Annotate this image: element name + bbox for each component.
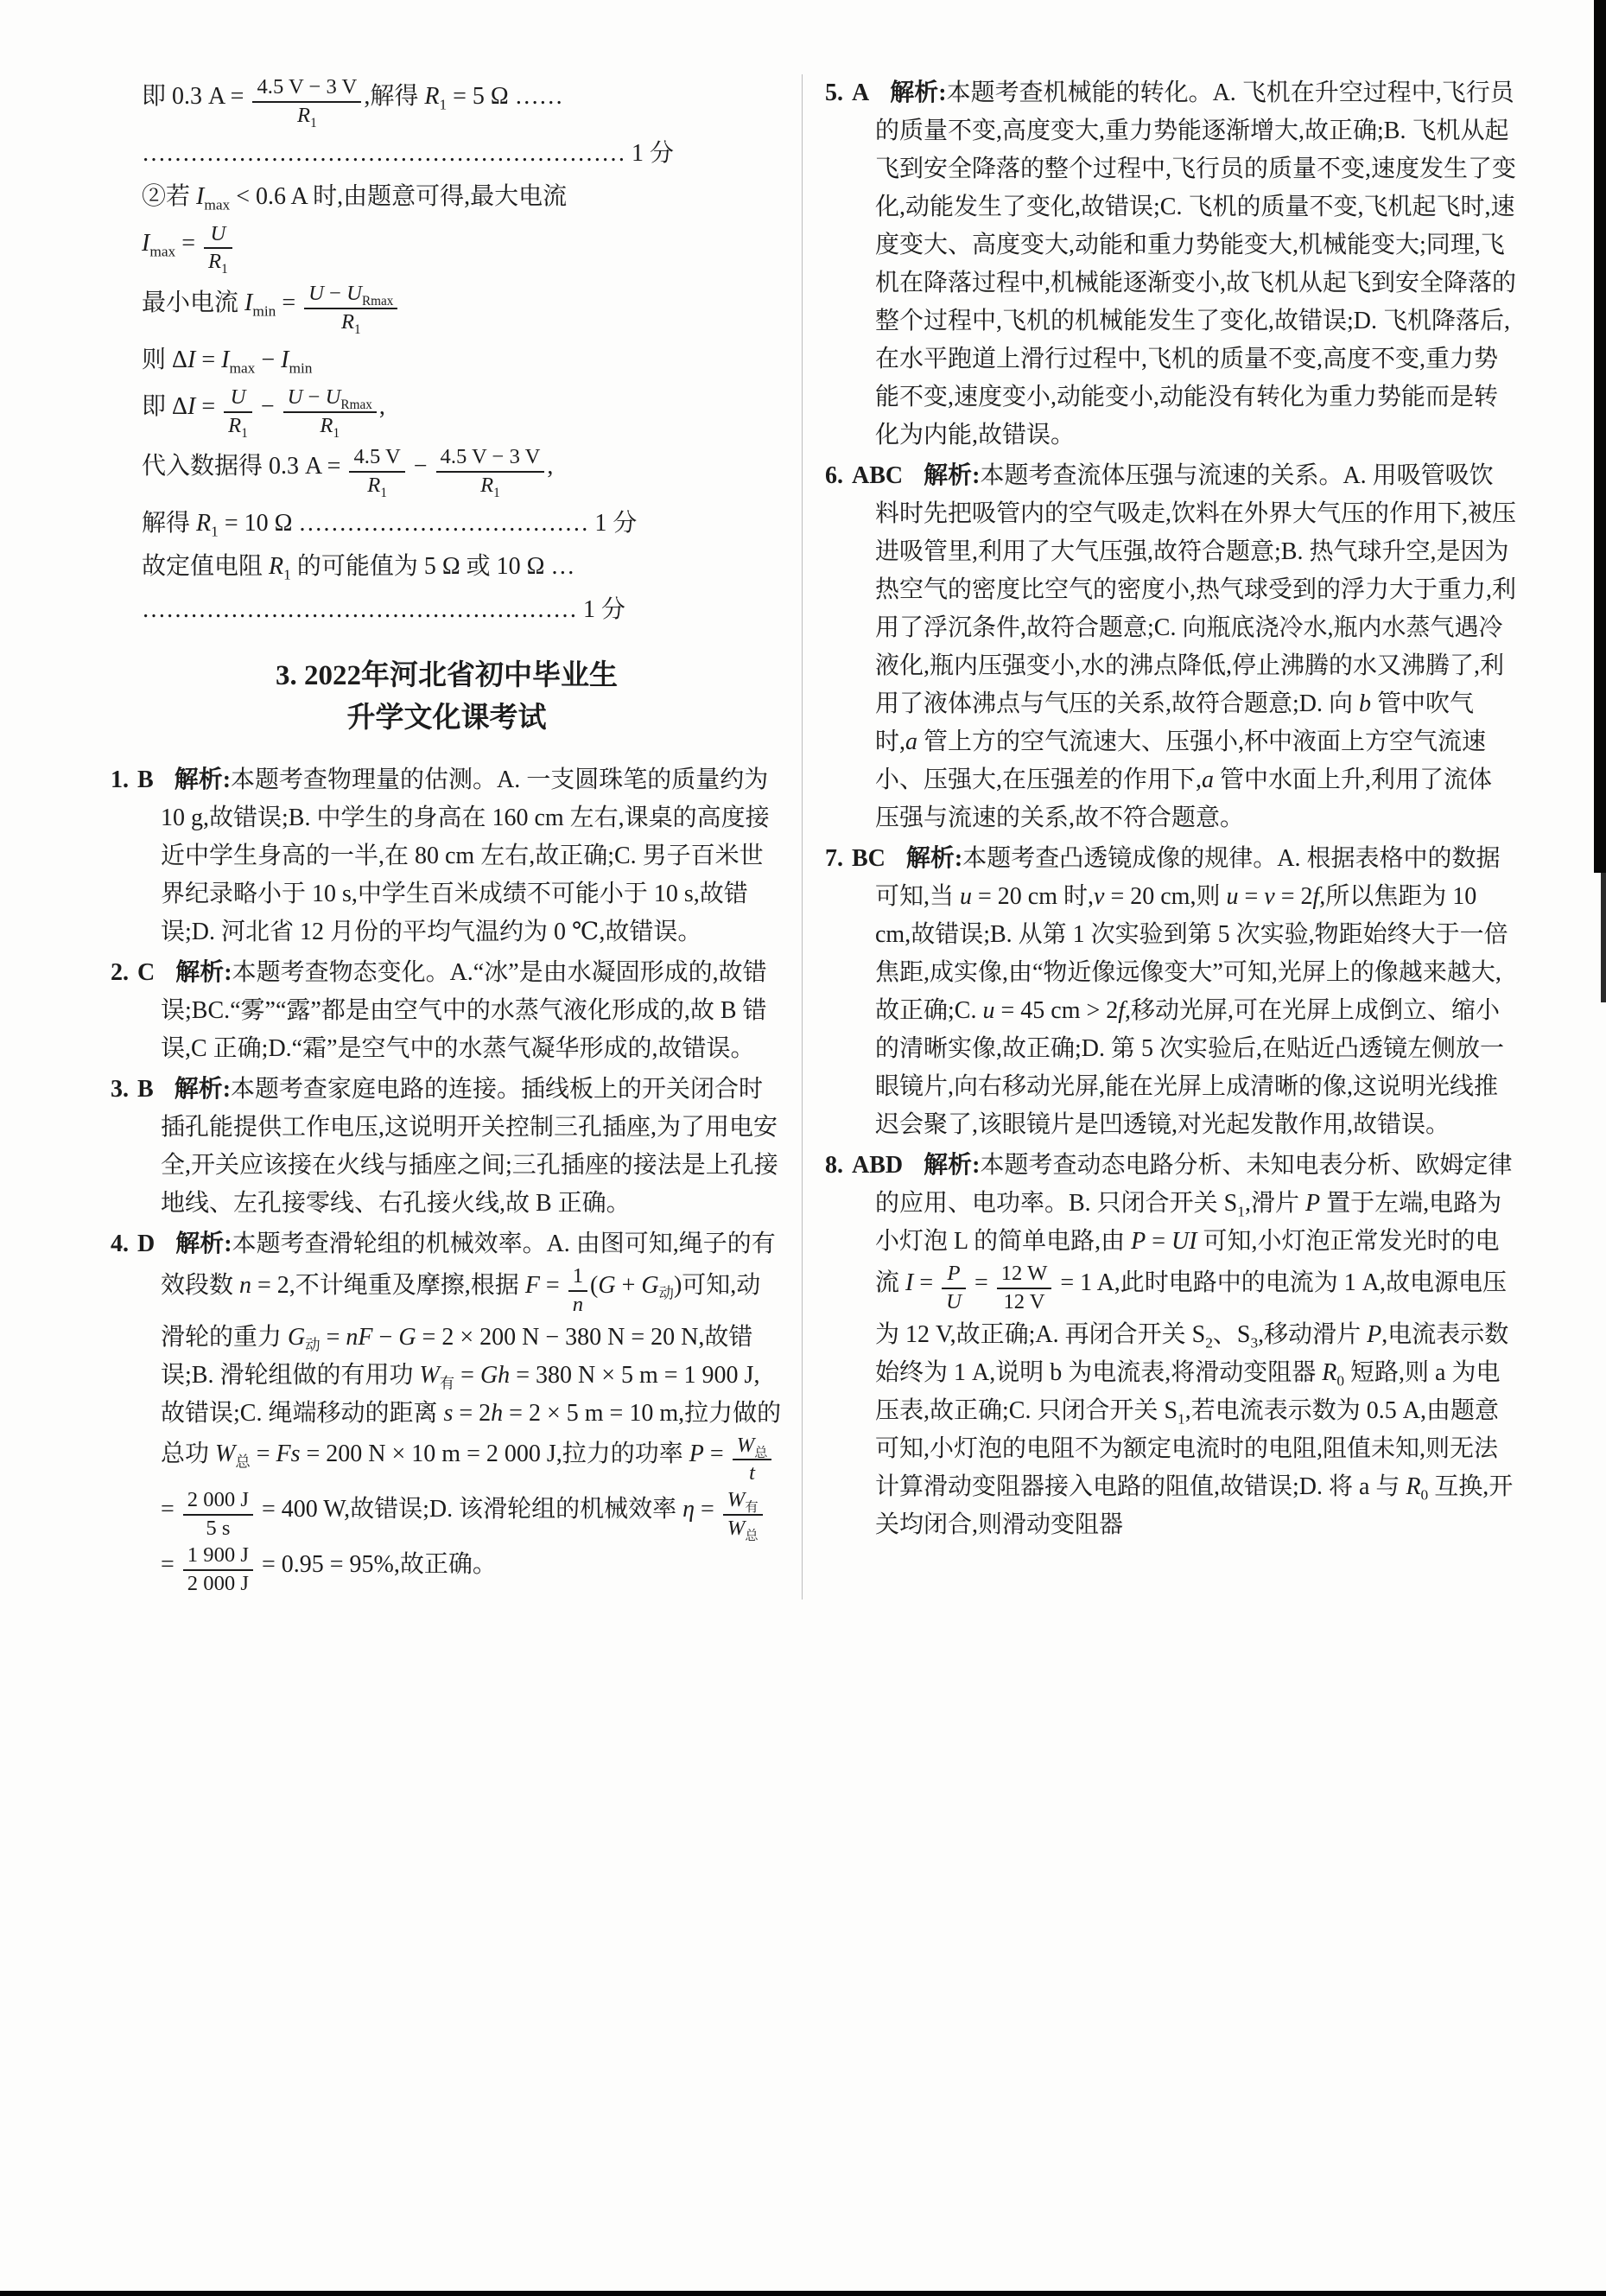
right-column <box>825 74 1516 1600</box>
solution-line: 解得 $R_1 = 10$ Ω ……………………………… 1 分 <box>142 509 638 540</box>
right-answer-list <box>825 74 1516 1544</box>
analysis-label: 解析: <box>175 958 232 986</box>
item-number: 6. <box>825 462 843 489</box>
item-number: 3. <box>111 1075 129 1103</box>
fraction: $\frac{U - U_{Rmax}}{R_1}$ <box>283 385 377 440</box>
fraction: $\frac{W_总}{t}$ <box>733 1433 772 1488</box>
item-analysis-text: 本题考查机械能的转化。A. 飞机在升空过程中,飞行员的质量不变,高度变大,重力势能逐渐增大,故正确;B. 飞机从起飞到安全降落的整个过程中,飞行员的质量不变,速度发生了变化,动能发生了变化,故错误;C. 飞机的质量不变,飞机起飞时,速度变大、高度变大,动能和重力势能变大,机械能变大;同理,飞机在降落过程中,机械能逐渐变小,故飞机从起飞到安全降落的整个过程中,飞机的机械能发生了变化,故错误;D. 飞机降落后,在水平跑道上滑行过程中,飞机的质量不变,高度不变,重力势能不变,速度变小,动能变小,动能没有转化为重力势能而是转化为内能,故错误。 <box>875 80 1517 448</box>
scan-artifact-bottom-line <box>0 2291 1606 2296</box>
analysis-label: 解析: <box>924 462 981 489</box>
solution-block <box>111 74 783 629</box>
item-answer: B <box>137 766 154 793</box>
item-answer: C <box>137 958 156 986</box>
fraction: $\frac{1}{n}$ <box>568 1263 587 1319</box>
fraction: $\frac{P}{U}$ <box>942 1261 966 1316</box>
analysis-label: 解析: <box>175 1230 232 1257</box>
fraction: $\frac{4.5 V}{R_1}$ <box>349 444 404 499</box>
analysis-label: 解析: <box>890 80 947 106</box>
item-answer: A <box>852 80 870 106</box>
item-answer: ABC <box>852 462 904 489</box>
analysis-label: 解析: <box>174 766 232 793</box>
item-analysis-text: 本题考查家庭电路的连接。插线板上的开关闭合时插孔能提供工作电压,这说明开关控制三孔插座,为了用电安全,开关应该接在火线与插座之间;三孔插座的接法是上孔接地线、左孔接零线、右孔接火线,故 B 正确。 <box>161 1075 778 1217</box>
answer-item <box>111 761 783 951</box>
fraction: $\frac{W_有}{W_总}$ <box>723 1487 763 1542</box>
item-analysis-text: 本题考查物理量的估测。A. 一支圆珠笔的质量约为 10 g,故错误;B. 中学生的身高在 160 cm 左右,课桌的高度接近中学生身高的一半,在 80 cm 左右,故正确;C. 男子百米世界纪录略小于 10 s,中学生百米成绩不可能小于 10 s,故错误;D. 河北省 12 月份的平均气温约为 0 ℃,故错误。 <box>161 766 770 945</box>
solution-line: 即 ΔI = $\frac{U}{R_1}$ − $\frac{U - U_{Rmax}}{R_1}$ , <box>142 385 385 441</box>
item-number: 5. <box>825 80 843 106</box>
item-answer: B <box>137 1075 154 1103</box>
fraction: $\frac{4.5 V - 3 V}{R_1}$ <box>436 444 545 499</box>
item-analysis-text: 本题考查动态电路分析、未知电表分析、欧姆定律的应用、电功率。B. 只闭合开关 $S_1$,滑片 P 置于左端,电路为小灯泡 L 的简单电路,由 P = UI 可知,小灯泡正常发光时的电流 I = $\frac{P}{U}$ = $\frac{12 W}{12 V}$ = 1 A,此时电路中的电流为 1 A,故电源电压为 12 V,故正确;A. 再闭合开关 $S_2$、$S_3$,移动滑片 P,电流表示数始终为 1 A,说明 b 为电流表,将滑动变阻器 $R_0$ 短路,则 a 为电压表,故正确;C. 只闭合开关 $S_1$,若电流表示数为 0.5 A,由题意可知,小灯泡的电阻不为额定电流时的电阻,阻值未知,则无法计算滑动变阻器接入电路的阻值,故错误;D. 将 a 与 $R_0$ 互换,开关均闭合,则滑动变阻器 <box>875 1152 1514 1538</box>
solution-line: …………………………………………………… 1 分 <box>142 139 675 167</box>
item-analysis-text: 本题考查滑轮组的机械效率。A. 由图可知,绳子的有效段数 n = 2,不计绳重及摩擦,根据 F = $\frac{1}{n}$ $(G + G_动)$可知,动滑轮的重力 $G_动$ = nF − G = 2 × 200 N − 380 N = 20 N,故错误;B. 滑轮组做的有用功 $W_有 = Gh = 380$ N × 5 m = 1 900 J,故错误;C. 绳端移动的距离 s = 2h = 2 × 5 m = 10 m,拉力做的总功 $W_总 = Fs = 200$ N × 10 m = 2 000 J,拉力的功率 P = $\frac{W_总}{t}$ = $\frac{2 000 J}{5 s}$ = 400 W,故错误;D. 该滑轮组的机械效率 η = $\frac{W_有}{W_总}$ = $\frac{1 900 J}{2 000 J}$ = 0.95 = 95%,故正确。 <box>161 1231 781 1578</box>
solution-line: 故定值电阻 $R_1$ 的可能值为 5 Ω 或 10 Ω … <box>142 552 575 583</box>
item-number: 1. <box>111 766 129 793</box>
solution-line: ②若 $I_{max} < 0.6$ A 时,由题意可得,最大电流 <box>142 182 568 213</box>
item-number: 4. <box>111 1230 129 1257</box>
item-answer: BC <box>852 845 886 872</box>
scan-artifact-right-bar <box>1594 0 1606 873</box>
fraction: $\frac{1 900 J}{2 000 J}$ <box>183 1542 253 1598</box>
item-number: 8. <box>825 1152 843 1179</box>
item-analysis-text: 本题考查凸透镜成像的规律。A. 根据表格中的数据可知,当 u = 20 cm 时,v = 20 cm,则 u = v = 2f,所以焦距为 10 cm,故错误;B. 从第 1 次实验到第 5 次实验,物距始终大于一倍焦距,成实像,由“物近像远像变大”可知,光屏上的像越来越大,故正确;C. u = 45 cm > 2f,移动光屏,可在光屏上成倒立、缩小的清晰实像,故正确;D. 第 5 次实验后,在贴近凸透镜左侧放一眼镜片,向右移动光屏,能在光屏上成清晰的像,这说明光线推迟会聚了,该眼镜片是凹透镜,对光起发散作用,故错误。 <box>875 845 1508 1138</box>
section-heading-line2: 升学文化课考试 <box>346 703 547 735</box>
fraction: $\frac{12 W}{12 V}$ <box>997 1261 1052 1316</box>
analysis-label: 解析: <box>924 1152 981 1179</box>
item-analysis-text: 本题考查流体压强与流速的关系。A. 用吸管吸饮料时先把吸管内的空气吸走,饮料在外界大气压的作用下,被压进吸管里,利用了大气压强,故符合题意;B. 热气球升空,是因为热空气的密度比空气的密度小,热气球受到的浮力大于重力,利用了浮沉条件,故符合题意;C. 向瓶底浇冷水,瓶内水蒸气遇冷液化,瓶内压强变小,水的沸点降低,停止沸腾的水又沸腾了,利用了液体沸点与气压的关系,故符合题意;D. 向 b 管中吹气时,a 管上方的空气流速大、压强小,杯中液面上方空气流速小、压强大,在压强差的作用下,a 管中水面上升,利用了流体压强与流速的关系,故不符合题意。 <box>875 462 1517 831</box>
item-answer: ABD <box>852 1152 904 1179</box>
fraction: $\frac{U - U_{Rmax}}{R_1}$ <box>304 281 397 336</box>
page-content <box>111 74 1516 1600</box>
section-heading <box>111 655 783 741</box>
item-number: 7. <box>825 845 843 872</box>
solution-line: 最小电流 $I_{min}$ = $\frac{U - U_{Rmax}}{R_1}$ <box>142 281 783 336</box>
answer-item <box>111 1071 783 1223</box>
answer-item <box>825 74 1516 455</box>
section-heading-line1: 3. 2022年河北省初中毕业生 <box>276 659 618 691</box>
item-analysis-text: 本题考查物态变化。A.“冰”是由水凝固形成的,故错误;BC.“雾”“露”都是由空气中的水蒸气液化形成的,故 B 错误,C 正确;D.“霜”是空气中的水蒸气凝华形成的,故错误。 <box>161 958 767 1062</box>
answer-item <box>111 954 783 1068</box>
left-column <box>111 74 783 1600</box>
column-divider <box>802 74 803 1600</box>
left-answer-list <box>111 761 783 1597</box>
analysis-label: 解析: <box>905 845 963 872</box>
analysis-label: 解析: <box>174 1075 232 1103</box>
fraction: $\frac{2 000 J}{5 s}$ <box>183 1487 253 1542</box>
answer-item <box>825 457 1516 837</box>
scan-artifact-right-bar-thin <box>1601 873 1606 1002</box>
fraction: $\frac{U}{R_1}$ <box>204 221 232 277</box>
solution-line: $I_{max}$ = $\frac{U}{R_1}$ <box>142 221 783 277</box>
solution-line: ……………………………………………… 1 分 <box>142 595 626 623</box>
solution-line: 则 $\Delta I = I_{max} - I_{min}$ <box>142 346 313 377</box>
fraction: $\frac{4.5 V - 3 V}{R_1}$ <box>252 74 361 130</box>
answer-item <box>825 1147 1516 1544</box>
answer-item <box>111 1225 783 1597</box>
solution-line: 代入数据得 0.3 A = $\frac{4.5 V}{R_1}$ − $\frac{4.5 V - 3 V}{R_1}$ , <box>142 445 554 501</box>
answer-item <box>825 840 1516 1144</box>
solution-line: 即 0.3 A = $\frac{4.5 V - 3 V}{R_1}$ ,解得 $R_1 = 5$ Ω …… <box>142 75 563 130</box>
fraction: $\frac{U}{R_1}$ <box>224 385 252 440</box>
item-answer: D <box>137 1230 156 1257</box>
item-number: 2. <box>111 958 129 986</box>
